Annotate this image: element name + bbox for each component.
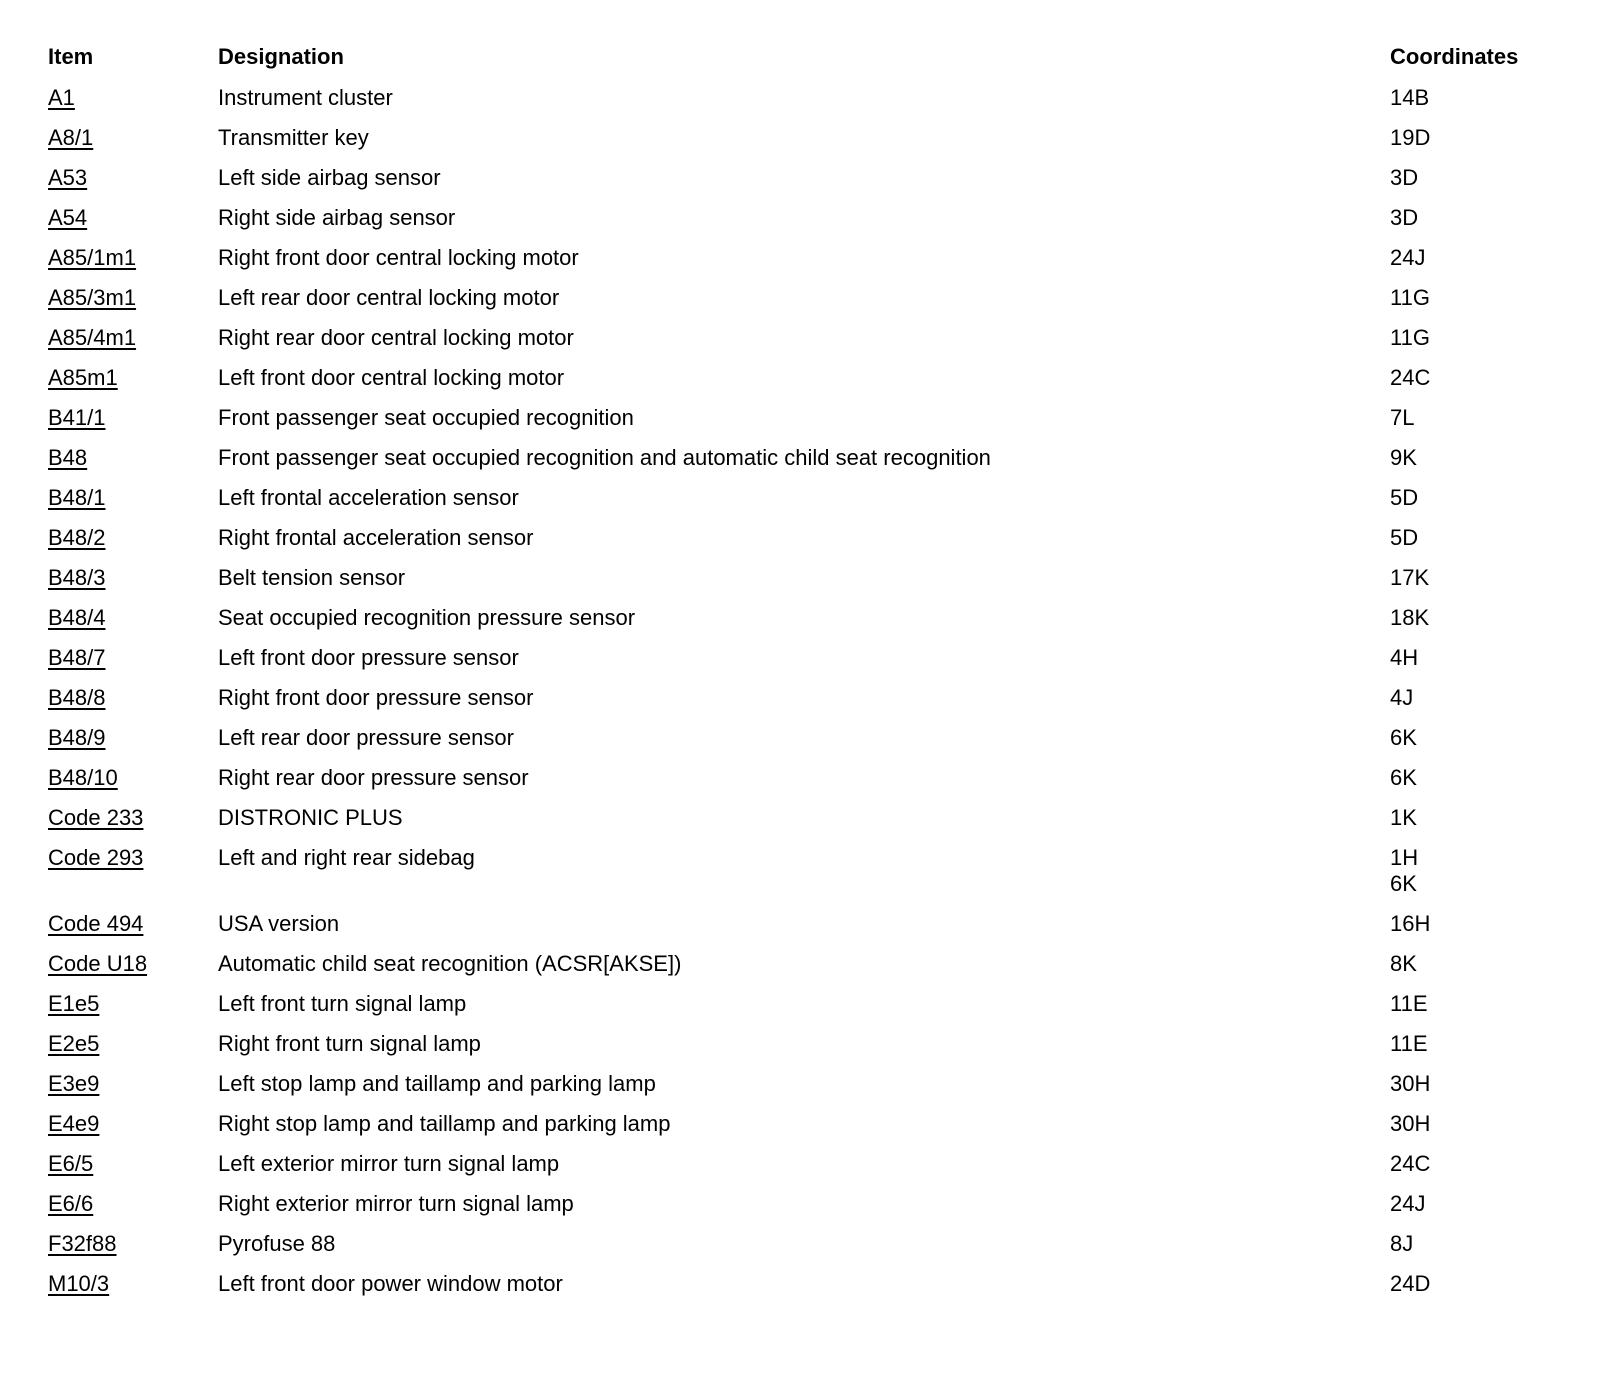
designation-cell: Front passenger seat occupied recognition and automatic child seat recognition bbox=[218, 445, 991, 470]
coordinates-cell bbox=[1390, 485, 1568, 511]
item-cell bbox=[48, 285, 218, 311]
item-cell bbox=[48, 565, 218, 591]
item-link[interactable]: B48/10 bbox=[48, 765, 118, 790]
designation-cell: Left exterior mirror turn signal lamp bbox=[218, 1151, 560, 1176]
item-cell bbox=[48, 365, 218, 391]
item-link[interactable]: A8/1 bbox=[48, 125, 94, 150]
item-link[interactable]: B48 bbox=[48, 445, 88, 470]
item-link[interactable]: Code 233 bbox=[48, 805, 144, 830]
header-item: Item bbox=[48, 44, 94, 69]
designation-cell: Automatic child seat recognition (ACSR[AKSE]) bbox=[218, 951, 682, 976]
coordinate-value: 3D bbox=[1390, 205, 1419, 230]
header-designation: Designation bbox=[218, 44, 344, 69]
table-row bbox=[48, 518, 1568, 558]
coordinates-cell bbox=[1390, 1231, 1568, 1257]
designation-cell: Right front turn signal lamp bbox=[218, 1031, 481, 1056]
coordinate-value: 8K bbox=[1390, 951, 1417, 976]
coordinates-cell bbox=[1390, 1151, 1568, 1177]
coordinate-value: 8J bbox=[1390, 1231, 1414, 1256]
coordinate-value: 24C bbox=[1390, 365, 1431, 390]
table-row bbox=[48, 984, 1568, 1024]
coordinate-value: 19D bbox=[1390, 125, 1431, 150]
coordinate-value: 6K bbox=[1390, 765, 1417, 790]
designation-cell: Left stop lamp and taillamp and parking lamp bbox=[218, 1071, 656, 1096]
item-link[interactable]: E1e5 bbox=[48, 991, 100, 1016]
coordinates-cell bbox=[1390, 365, 1568, 391]
coordinate-value: 18K bbox=[1390, 605, 1430, 630]
table-row bbox=[48, 718, 1568, 758]
item-cell bbox=[48, 1191, 218, 1217]
designation-cell: Left side airbag sensor bbox=[218, 165, 441, 190]
designation-cell: Right front door central locking motor bbox=[218, 245, 579, 270]
coordinates-cell bbox=[1390, 525, 1568, 551]
coordinates-cell bbox=[1390, 1191, 1568, 1217]
item-cell bbox=[48, 685, 218, 711]
coordinate-value: 16H bbox=[1390, 911, 1431, 936]
coordinate-value: 17K bbox=[1390, 565, 1430, 590]
table-row bbox=[48, 598, 1568, 638]
coordinate-value: 11G bbox=[1390, 325, 1430, 350]
item-link[interactable]: Code 494 bbox=[48, 911, 144, 936]
item-cell bbox=[48, 805, 218, 831]
designation-cell: Right stop lamp and taillamp and parking lamp bbox=[218, 1111, 671, 1136]
coordinate-value: 1H bbox=[1390, 845, 1419, 870]
coordinates-cell bbox=[1390, 285, 1568, 311]
designation-cell: Left frontal acceleration sensor bbox=[218, 485, 519, 510]
table-row bbox=[48, 798, 1568, 838]
item-link[interactable]: B48/4 bbox=[48, 605, 106, 630]
item-cell bbox=[48, 205, 218, 231]
designation-cell: Right side airbag sensor bbox=[218, 205, 456, 230]
coordinates-cell bbox=[1390, 565, 1568, 591]
coordinates-cell bbox=[1390, 405, 1568, 431]
table-row bbox=[48, 118, 1568, 158]
item-link[interactable]: B48/7 bbox=[48, 645, 106, 670]
item-link[interactable]: E6/5 bbox=[48, 1151, 94, 1176]
table-row bbox=[48, 944, 1568, 984]
item-link[interactable]: A54 bbox=[48, 205, 88, 230]
coordinate-value: 6K bbox=[1390, 871, 1417, 896]
item-link[interactable]: B48/2 bbox=[48, 525, 106, 550]
coordinate-value: 24J bbox=[1390, 1191, 1426, 1216]
item-link[interactable]: A1 bbox=[48, 85, 75, 110]
item-link[interactable]: E2e5 bbox=[48, 1031, 100, 1056]
designation-cell: Left front door power window motor bbox=[218, 1271, 563, 1296]
item-link[interactable]: M10/3 bbox=[48, 1271, 110, 1296]
coordinates-cell bbox=[1390, 165, 1568, 191]
item-link[interactable]: A53 bbox=[48, 165, 88, 190]
item-cell bbox=[48, 991, 218, 1017]
coordinates-cell bbox=[1390, 991, 1568, 1017]
item-cell bbox=[48, 725, 218, 751]
coordinate-value: 11E bbox=[1390, 1031, 1428, 1056]
item-cell bbox=[48, 1111, 218, 1137]
designation-cell: Right rear door central locking motor bbox=[218, 325, 574, 350]
coordinate-value: 7L bbox=[1390, 405, 1415, 430]
coordinates-cell bbox=[1390, 605, 1568, 631]
designation-cell: Belt tension sensor bbox=[218, 565, 406, 590]
item-link[interactable]: B48/8 bbox=[48, 685, 106, 710]
coordinates-cell bbox=[1390, 845, 1568, 897]
coordinates-cell bbox=[1390, 911, 1568, 937]
designation-cell: Instrument cluster bbox=[218, 85, 393, 110]
table-row bbox=[48, 638, 1568, 678]
item-link[interactable]: A85/1m1 bbox=[48, 245, 137, 270]
coordinate-value: 3D bbox=[1390, 165, 1419, 190]
designation-cell: Right front door pressure sensor bbox=[218, 685, 534, 710]
item-cell bbox=[48, 1271, 218, 1297]
designation-cell: Left front turn signal lamp bbox=[218, 991, 467, 1016]
coordinates-cell bbox=[1390, 245, 1568, 271]
coordinate-value: 11E bbox=[1390, 991, 1428, 1016]
coordinates-cell bbox=[1390, 805, 1568, 831]
table-row bbox=[48, 198, 1568, 238]
designation-cell: Left front door central locking motor bbox=[218, 365, 565, 390]
coordinate-value: 30H bbox=[1390, 1071, 1431, 1096]
item-link[interactable]: Code 293 bbox=[48, 845, 144, 870]
item-cell bbox=[48, 125, 218, 151]
item-cell bbox=[48, 445, 218, 471]
coordinate-value: 4J bbox=[1390, 685, 1414, 710]
table-row bbox=[48, 558, 1568, 598]
designation-cell: Front passenger seat occupied recognition bbox=[218, 405, 634, 430]
designation-cell: Right exterior mirror turn signal lamp bbox=[218, 1191, 574, 1216]
item-cell bbox=[48, 845, 218, 871]
coordinate-value: 4H bbox=[1390, 645, 1419, 670]
coordinate-value: 6K bbox=[1390, 725, 1417, 750]
item-link[interactable]: E6/6 bbox=[48, 1191, 94, 1216]
designation-cell: DISTRONIC PLUS bbox=[218, 805, 403, 830]
item-link[interactable]: B48/3 bbox=[48, 565, 106, 590]
table-row bbox=[48, 1184, 1568, 1224]
item-cell bbox=[48, 1151, 218, 1177]
item-cell bbox=[48, 525, 218, 551]
coordinates-cell bbox=[1390, 685, 1568, 711]
item-link[interactable]: A85m1 bbox=[48, 365, 118, 390]
coordinate-value: 30H bbox=[1390, 1111, 1431, 1136]
table-row bbox=[48, 1104, 1568, 1144]
designation-cell: Left rear door pressure sensor bbox=[218, 725, 514, 750]
table-row bbox=[48, 438, 1568, 478]
item-cell bbox=[48, 605, 218, 631]
item-cell bbox=[48, 1031, 218, 1057]
table-row bbox=[48, 478, 1568, 518]
coordinates-cell bbox=[1390, 1111, 1568, 1137]
table-row bbox=[48, 158, 1568, 198]
designation-cell: Right rear door pressure sensor bbox=[218, 765, 529, 790]
designation-cell: Left rear door central locking motor bbox=[218, 285, 560, 310]
coordinate-value: 24D bbox=[1390, 1271, 1431, 1296]
item-link[interactable]: F32f88 bbox=[48, 1231, 117, 1256]
table-row bbox=[48, 904, 1568, 944]
coordinates-cell bbox=[1390, 1071, 1568, 1097]
item-link[interactable]: E3e9 bbox=[48, 1071, 100, 1096]
table-row bbox=[48, 238, 1568, 278]
table-row bbox=[48, 278, 1568, 318]
coordinates-cell bbox=[1390, 725, 1568, 751]
table-row bbox=[48, 78, 1568, 118]
item-cell bbox=[48, 485, 218, 511]
coordinates-cell bbox=[1390, 951, 1568, 977]
designation-cell: Left and right rear sidebag bbox=[218, 845, 475, 870]
designation-cell: Right frontal acceleration sensor bbox=[218, 525, 534, 550]
component-legend-table bbox=[48, 37, 1568, 1304]
table-header bbox=[48, 37, 1568, 78]
coordinate-value: 24C bbox=[1390, 1151, 1431, 1176]
item-cell bbox=[48, 1231, 218, 1257]
item-cell bbox=[48, 765, 218, 791]
coordinate-value: 1K bbox=[1390, 805, 1417, 830]
item-link[interactable]: B41/1 bbox=[48, 405, 106, 430]
item-link[interactable]: Code U18 bbox=[48, 951, 148, 976]
table-row bbox=[48, 1144, 1568, 1184]
table-row bbox=[48, 358, 1568, 398]
table-row bbox=[48, 758, 1568, 798]
item-cell bbox=[48, 85, 218, 111]
designation-cell: USA version bbox=[218, 911, 340, 936]
item-cell bbox=[48, 911, 218, 937]
item-link[interactable]: E4e9 bbox=[48, 1111, 100, 1136]
coordinates-cell bbox=[1390, 125, 1568, 151]
table-body bbox=[48, 78, 1568, 1304]
coordinates-cell bbox=[1390, 325, 1568, 351]
table-row bbox=[48, 678, 1568, 718]
item-cell bbox=[48, 405, 218, 431]
designation-cell: Transmitter key bbox=[218, 125, 369, 150]
table-row bbox=[48, 838, 1568, 904]
item-cell bbox=[48, 245, 218, 271]
coordinates-cell bbox=[1390, 205, 1568, 231]
header-coordinates: Coordinates bbox=[1390, 44, 1519, 69]
table-row bbox=[48, 1064, 1568, 1104]
table-row bbox=[48, 398, 1568, 438]
coordinates-cell bbox=[1390, 85, 1568, 111]
item-cell bbox=[48, 951, 218, 977]
coordinate-value: 11G bbox=[1390, 285, 1430, 310]
coordinates-cell bbox=[1390, 445, 1568, 471]
designation-cell: Pyrofuse 88 bbox=[218, 1231, 336, 1256]
item-link[interactable]: B48/1 bbox=[48, 485, 106, 510]
coordinates-cell bbox=[1390, 1271, 1568, 1297]
table-row bbox=[48, 1224, 1568, 1264]
coordinate-value: 14B bbox=[1390, 85, 1430, 110]
item-cell bbox=[48, 325, 218, 351]
designation-cell: Left front door pressure sensor bbox=[218, 645, 519, 670]
designation-cell: Seat occupied recognition pressure sensor bbox=[218, 605, 636, 630]
coordinates-cell bbox=[1390, 765, 1568, 791]
coordinate-value: 5D bbox=[1390, 525, 1419, 550]
coordinate-value: 5D bbox=[1390, 485, 1419, 510]
item-link[interactable]: A85/4m1 bbox=[48, 325, 137, 350]
coordinate-value: 9K bbox=[1390, 445, 1417, 470]
table-row bbox=[48, 1264, 1568, 1304]
coordinate-value: 24J bbox=[1390, 245, 1426, 270]
item-cell bbox=[48, 645, 218, 671]
table-row bbox=[48, 1024, 1568, 1064]
coordinates-cell bbox=[1390, 1031, 1568, 1057]
coordinates-cell bbox=[1390, 645, 1568, 671]
table-row bbox=[48, 318, 1568, 358]
item-cell bbox=[48, 1071, 218, 1097]
item-link[interactable]: A85/3m1 bbox=[48, 285, 137, 310]
item-link[interactable]: B48/9 bbox=[48, 725, 106, 750]
item-cell bbox=[48, 165, 218, 191]
